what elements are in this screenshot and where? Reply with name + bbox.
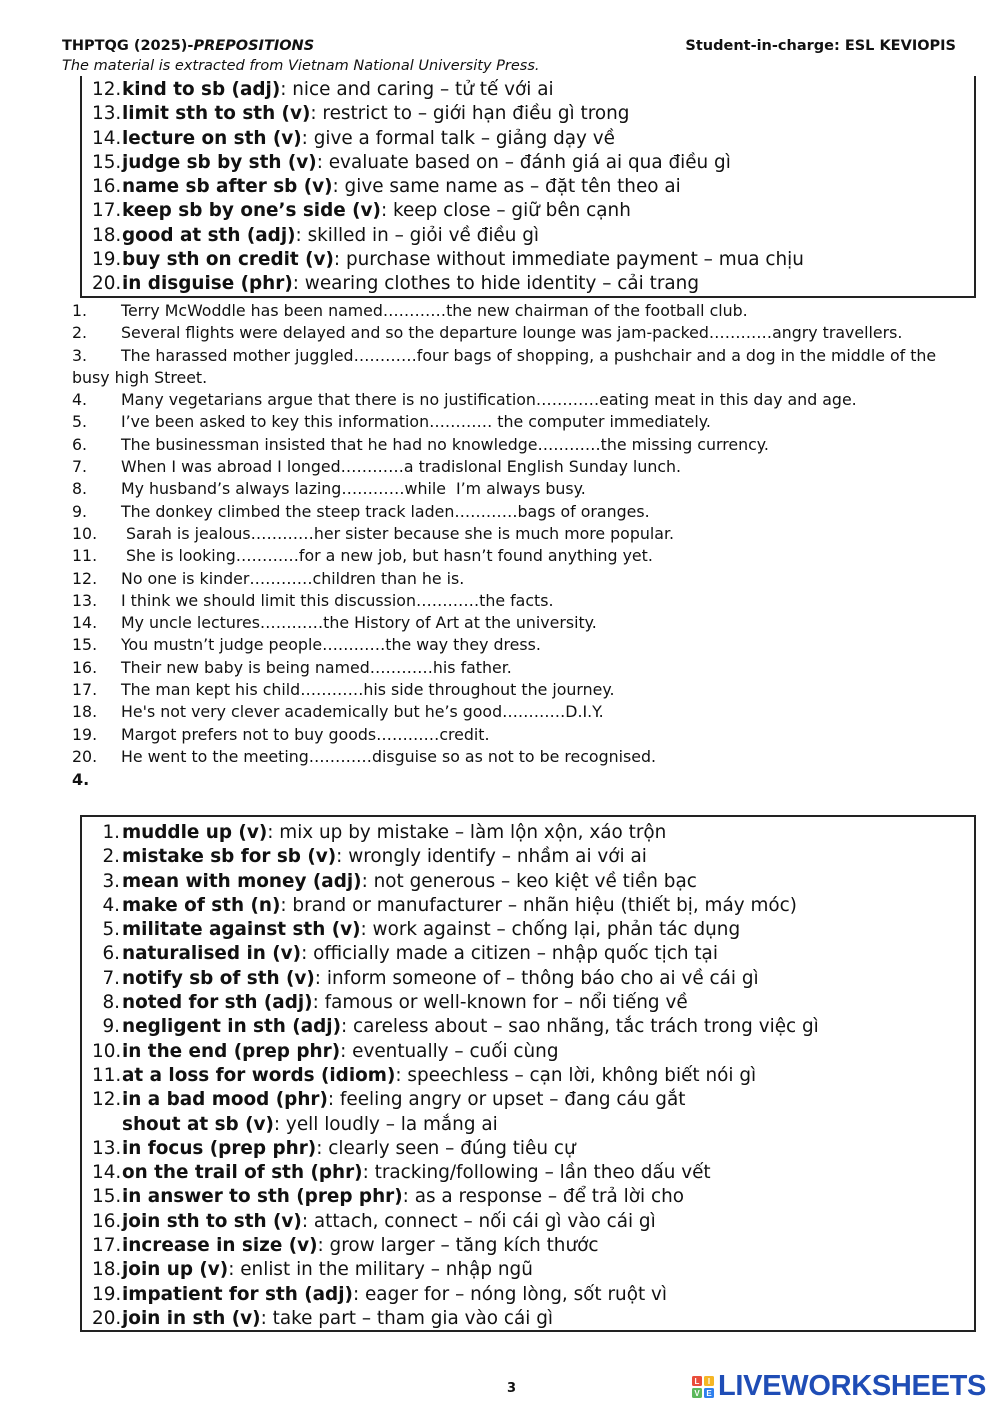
question-number: 19.: [72, 724, 98, 744]
question-number: 1.: [72, 301, 88, 320]
exercise-question: [72, 724, 972, 746]
exercise-question: [72, 746, 972, 768]
vocabulary-item-number: 6.: [102, 943, 120, 965]
vocabulary-term: limit sth to sth (v): [122, 103, 311, 125]
vocabulary-item: [92, 102, 804, 126]
vocabulary-term: mistake sb for sb (v): [122, 846, 337, 868]
question-text: Several flights were delayed and so the departure lounge was jam-packed…………angry travellers.: [121, 323, 903, 343]
question-text: No one is kinder…………children than he is.: [121, 568, 465, 588]
section-number: 4.: [72, 770, 90, 789]
vocabulary-item-number: 18.: [92, 224, 122, 246]
question-text: The donkey climbed the steep track laden…………bags of oranges.: [121, 501, 650, 521]
vocabulary-box-1: [80, 76, 976, 298]
exercise-question: [72, 300, 972, 322]
vocabulary-item: [92, 224, 804, 248]
vocabulary-item-number: 12.: [92, 79, 122, 100]
question-text: Sarah is jealous…………her sister because she is much more popular.: [121, 523, 675, 543]
vocabulary-item-number: 17.: [92, 1235, 122, 1257]
vocabulary-definition: : enlist in the military – nhập ngũ: [228, 1259, 533, 1281]
vocabulary-item: [92, 1088, 819, 1112]
question-text: Their new baby is being named…………his father.: [121, 657, 512, 677]
vocabulary-item: [92, 894, 819, 918]
svg-text:E: E: [706, 1388, 712, 1398]
vocabulary-item: [92, 1137, 819, 1161]
exercise-question: [72, 478, 972, 500]
vocabulary-item-number: 9.: [102, 1016, 120, 1038]
vocabulary-item: [92, 967, 819, 991]
question-text-continuation: busy high Street.: [72, 367, 208, 387]
vocabulary-item: [92, 127, 804, 151]
vocabulary-box-2: [80, 815, 976, 1332]
vocabulary-definition: : evaluate based on – đánh giá ai qua điều gì: [316, 151, 731, 173]
vocabulary-term: join up (v): [122, 1259, 229, 1281]
vocabulary-list-1: [92, 78, 804, 297]
vocabulary-term: negligent in sth (adj): [122, 1016, 341, 1038]
vocabulary-item-number: 12.: [92, 1089, 122, 1111]
vocabulary-item-number: 13.: [92, 1137, 122, 1159]
exercise-question: [72, 389, 972, 411]
exercise-question: [72, 634, 972, 656]
header-title-topic: PREPOSITIONS: [193, 38, 315, 54]
vocabulary-term: in disguise (phr): [122, 273, 293, 295]
vocabulary-definition: : speechless – cạn lời, không biết nói gì: [395, 1064, 757, 1086]
vocabulary-item: [92, 821, 819, 845]
question-text: He went to the meeting…………disguise so as not to be recognised.: [121, 746, 657, 766]
vocabulary-term: increase in size (v): [122, 1235, 318, 1257]
vocabulary-item: [92, 248, 804, 272]
vocabulary-term: join sth to sth (v): [122, 1210, 302, 1232]
vocabulary-term: in answer to sth (prep phr): [122, 1186, 403, 1208]
question-number: 13.: [72, 590, 98, 610]
vocabulary-term: buy sth on credit (v): [122, 249, 334, 271]
vocabulary-term: in the end (prep phr): [122, 1040, 341, 1062]
vocabulary-term: noted for sth (adj): [122, 992, 313, 1014]
question-number: 16.: [72, 657, 98, 677]
question-number: 11.: [72, 546, 98, 566]
vocabulary-item-number: 11.: [92, 1064, 122, 1086]
vocabulary-definition: : keep close – giữ bên cạnh: [380, 200, 631, 222]
vocabulary-definition: : officially made a citizen – nhập quốc tịch tại: [301, 943, 718, 965]
vocabulary-item: [92, 1234, 819, 1258]
question-number: 15.: [72, 635, 98, 655]
vocabulary-item: [92, 151, 804, 175]
vocabulary-term: in focus (prep phr): [122, 1137, 317, 1159]
vocabulary-definition: : wearing clothes to hide identity – cải trang: [292, 273, 699, 295]
vocabulary-definition: : eventually – cuối cùng: [340, 1040, 559, 1062]
vocabulary-term: impatient for sth (adj): [122, 1283, 353, 1305]
vocabulary-term: mean with money (adj): [122, 870, 362, 892]
svg-text:V: V: [694, 1388, 700, 1398]
vocabulary-definition: : as a response – để trả lời cho: [402, 1186, 684, 1208]
vocabulary-term: join in sth (v): [122, 1307, 261, 1329]
vocabulary-item-number: 16.: [92, 1210, 122, 1232]
vocabulary-item-number: 4.: [102, 894, 120, 916]
exercise-question: [72, 657, 972, 679]
source-note: The material is extracted from Vietnam National University Press.: [62, 58, 540, 74]
vocabulary-definition: : take part – tham gia vào cái gì: [260, 1307, 554, 1329]
vocabulary-item-number: 14.: [92, 127, 122, 149]
vocabulary-item-number: 17.: [92, 200, 122, 222]
question-text: She is looking…………for a new job, but hasn’t found anything yet.: [121, 546, 653, 566]
vocabulary-item: [92, 175, 804, 199]
vocabulary-item: [92, 1064, 819, 1088]
question-number: 3.: [72, 345, 88, 365]
question-text: I think we should limit this discussion…………the facts.: [121, 590, 554, 610]
vocabulary-definition: : purchase without immediate payment – mua chịu: [333, 249, 804, 271]
page-number: 3: [507, 1381, 517, 1396]
vocabulary-term: militate against sth (v): [122, 919, 361, 941]
vocabulary-term: muddle up (v): [122, 822, 268, 843]
exercise-question: [72, 322, 972, 344]
vocabulary-definition: : grow larger – tăng kích thước: [317, 1235, 599, 1257]
vocabulary-item-number: 16.: [92, 176, 122, 198]
vocabulary-term: naturalised in (v): [122, 943, 302, 965]
exercise-question: [72, 568, 972, 590]
question-number: 18.: [72, 702, 98, 722]
question-number: 12.: [72, 568, 98, 588]
vocabulary-item-number: 7.: [102, 967, 120, 989]
vocabulary-item: [92, 1210, 819, 1234]
vocabulary-item: [92, 1307, 819, 1331]
header-student-in-charge: Student-in-charge: ESL KEVIOPIS: [685, 38, 956, 54]
vocabulary-term: lecture on sth (v): [122, 127, 302, 149]
vocabulary-definition: : restrict to – giới hạn điều gì trong: [310, 103, 630, 125]
vocabulary-item: [92, 1113, 819, 1137]
exercise-question: [72, 590, 972, 612]
question-text: The harassed mother juggled…………four bags of shopping, a pushchair and a dog in the middle of the: [121, 345, 937, 365]
exercise-question: [72, 411, 972, 433]
page-header-title: [62, 38, 314, 54]
vocabulary-item: [92, 78, 804, 102]
vocabulary-definition: : give same name as – đặt tên theo ai: [332, 176, 681, 198]
question-number: 7.: [72, 457, 88, 477]
vocabulary-item-number: 14.: [92, 1162, 122, 1184]
question-number: 10.: [72, 523, 98, 543]
vocabulary-item-number: 1.: [102, 822, 120, 843]
question-text: My uncle lectures…………the History of Art at the university.: [121, 613, 597, 633]
liveworksheets-badge-icon: [692, 1376, 714, 1398]
exercise-question: [72, 345, 972, 367]
vocabulary-item: [92, 1015, 819, 1039]
question-text: Margot prefers not to buy goods…………credit.: [121, 724, 490, 744]
question-number: 20.: [72, 746, 98, 766]
vocabulary-definition: : wrongly identify – nhầm ai với ai: [336, 846, 647, 868]
vocabulary-item: [92, 1161, 819, 1185]
question-number: 17.: [72, 680, 98, 700]
exercise-question: [72, 612, 972, 634]
question-text: He's not very clever academically but he’s good…………D.I.Y.: [121, 702, 604, 722]
vocabulary-item: [92, 942, 819, 966]
vocabulary-definition: : give a formal talk – giảng dạy về: [301, 127, 615, 149]
vocabulary-item-number: 15.: [92, 1186, 122, 1208]
vocabulary-term: keep sb by one’s side (v): [122, 200, 381, 222]
vocabulary-term: name sb after sb (v): [122, 176, 333, 198]
question-text: The businessman insisted that he had no knowledge…………the missing currency.: [121, 434, 769, 454]
svg-text:I: I: [707, 1376, 711, 1386]
vocabulary-definition: : nice and caring – tử tế với ai: [280, 79, 554, 100]
vocabulary-term: good at sth (adj): [122, 224, 296, 246]
question-number: 4.: [72, 390, 88, 410]
vocabulary-term: judge sb by sth (v): [122, 151, 317, 173]
exercise-question: [72, 679, 972, 701]
liveworksheets-logo: [692, 1370, 986, 1403]
vocabulary-item: [92, 918, 819, 942]
vocabulary-item-number: 18.: [92, 1259, 122, 1281]
liveworksheets-wordmark: LIVEWORKSHEETS: [718, 1370, 987, 1402]
vocabulary-term: on the trail of sth (phr): [122, 1162, 363, 1184]
question-text: The man kept his child…………his side throughout the journey.: [121, 680, 615, 700]
vocabulary-term: at a loss for words (idiom): [122, 1064, 396, 1086]
vocabulary-definition: : inform someone of – thông báo cho ai về cái gì: [314, 967, 759, 989]
question-number: 2.: [72, 323, 88, 343]
question-number: 6.: [72, 434, 88, 454]
vocabulary-list-2: [92, 821, 819, 1331]
vocabulary-definition: : careless about – sao nhãng, tắc trách trong việc gì: [340, 1016, 819, 1038]
vocabulary-definition: : attach, connect – nối cái gì vào cái gì: [301, 1210, 656, 1232]
vocabulary-term: shout at sb (v): [122, 1113, 274, 1135]
vocabulary-item: [92, 272, 804, 296]
vocabulary-item-number: 13.: [92, 103, 122, 125]
question-number: 14.: [72, 613, 98, 633]
vocabulary-definition: : not generous – keo kiệt về tiền bạc: [361, 870, 697, 892]
vocabulary-term: in a bad mood (phr): [122, 1089, 328, 1111]
question-text: When I was abroad I longed…………a tradislonal English Sunday lunch.: [121, 457, 682, 477]
vocabulary-item-number: 19.: [92, 1283, 122, 1305]
vocabulary-term: make of sth (n): [122, 894, 281, 916]
vocabulary-term: kind to sb (adj): [122, 79, 281, 100]
vocabulary-definition: : feeling angry or upset – đang cáu gắt: [327, 1089, 686, 1111]
vocabulary-item-number: 3.: [102, 870, 120, 892]
vocabulary-definition: : yell loudly – la mắng ai: [273, 1113, 498, 1135]
vocabulary-item: [92, 199, 804, 223]
vocabulary-definition: : skilled in – giỏi về điều gì: [295, 224, 540, 246]
vocabulary-item: [92, 845, 819, 869]
vocabulary-item-number: 20.: [92, 273, 122, 295]
vocabulary-definition: : work against – chống lại, phản tác dụng: [360, 919, 741, 941]
question-number: 9.: [72, 501, 88, 521]
vocabulary-definition: : mix up by mistake – làm lộn xộn, xáo trộn: [267, 822, 667, 843]
vocabulary-definition: : famous or well-known for – nổi tiếng về: [312, 992, 688, 1014]
question-text: Many vegetarians argue that there is no justification…………eating meat in this day and age.: [121, 390, 857, 410]
vocabulary-item-number: 2.: [102, 846, 120, 868]
vocabulary-item: [92, 1258, 819, 1282]
vocabulary-definition: : clearly seen – đúng tiêu cự: [316, 1137, 576, 1159]
exercise-question: [72, 523, 972, 545]
vocabulary-item: [92, 1040, 819, 1064]
vocabulary-term: notify sb of sth (v): [122, 967, 315, 989]
exercise-list: [72, 300, 972, 768]
question-text: I’ve been asked to key this information………… the computer immediately.: [121, 412, 711, 432]
question-number: 5.: [72, 412, 88, 432]
vocabulary-item-number: 8.: [102, 992, 120, 1014]
vocabulary-item-number: 15.: [92, 151, 122, 173]
question-text: My husband’s always lazing…………while I’m always busy.: [121, 479, 586, 499]
vocabulary-item: [92, 1185, 819, 1209]
vocabulary-item: [92, 870, 819, 894]
vocabulary-definition: : eager for – nóng lòng, sốt ruột vì: [352, 1283, 668, 1305]
vocabulary-item-number: [92, 1113, 120, 1137]
vocabulary-definition: : tracking/following – lần theo dấu vết: [362, 1162, 711, 1184]
svg-text:L: L: [694, 1376, 700, 1386]
question-text: Terry McWoddle has been named…………the new chairman of the football club.: [121, 301, 748, 320]
exercise-question: [72, 434, 972, 456]
exercise-question: [72, 456, 972, 478]
vocabulary-item-number: 20.: [92, 1307, 122, 1329]
vocabulary-item-number: 5.: [102, 919, 120, 941]
exercise-question: [72, 701, 972, 723]
vocabulary-item-number: 19.: [92, 249, 122, 271]
question-number: 8.: [72, 479, 88, 499]
vocabulary-item: [92, 1283, 819, 1307]
exercise-question: [72, 545, 972, 567]
vocabulary-item-number: 10.: [92, 1040, 122, 1062]
header-title-prefix: THPTQG (2025)-: [62, 38, 194, 54]
question-text: You mustn’t judge people…………the way they dress.: [121, 635, 541, 655]
vocabulary-definition: : brand or manufacturer – nhãn hiệu (thiết bị, máy móc): [280, 894, 797, 916]
vocabulary-item: [92, 991, 819, 1015]
exercise-question: [72, 501, 972, 523]
